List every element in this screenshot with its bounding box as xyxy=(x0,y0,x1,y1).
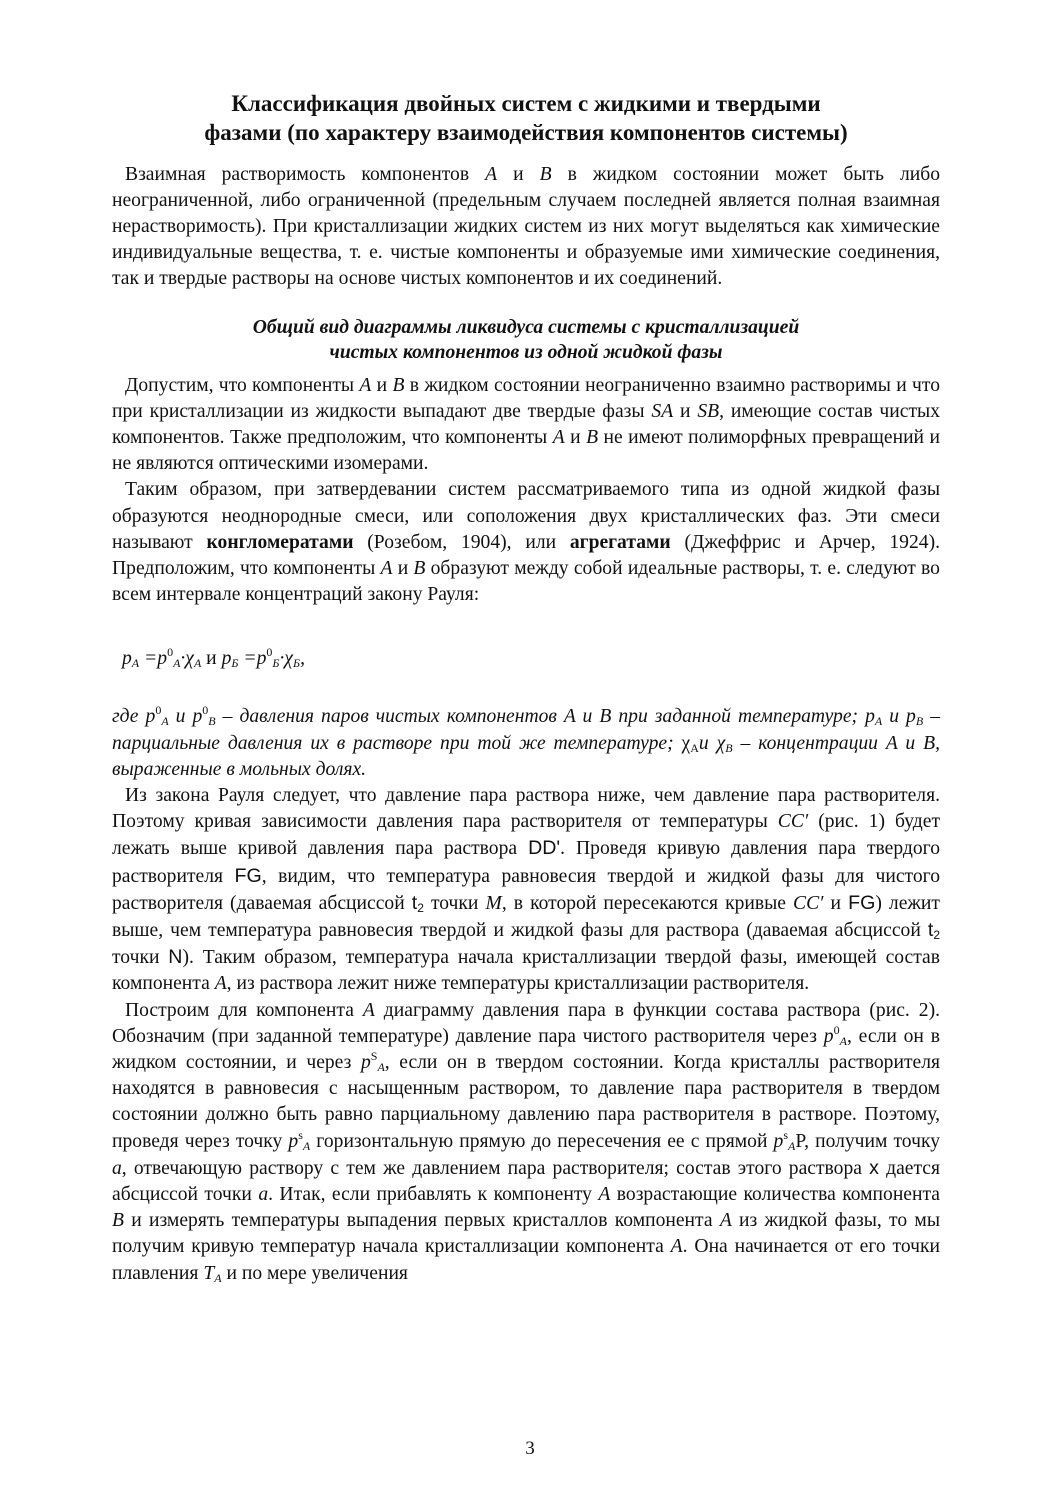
section-subtitle-line-2: чистых компонентов из одной жидкой фазы xyxy=(329,341,723,363)
page-title-line-1: Классификация двойных систем с жидкими и твердыми xyxy=(231,91,821,116)
paragraph-raoult-consequence: Из закона Рауля следует, что давление пара раствора ниже, чем давление пара растворителя. Поэтому кривая зависимости давления пара растворителя от температуры CC′ (рис. 1) будет лежать выше кривой давления пара раствора DD'. Проведя кривую давления пара твердого растворителя FG, видим, что температура равновесия твердой и жидкой фазы для чистого растворителя (даваемая абсциссой $t_2$ точки M, в которой пересекаются кривые CC′ и FG) лежит выше, чем температура равновесия твердой и жидкой фазы для раствора (даваемая абсциссой $t_2$ точки N). Таким образом, температура начала кристаллизации твердой фазы, имеющей состав компонента A, из раствора лежит ниже температуры кристаллизации растворителя. xyxy=(112,784,941,995)
paragraph-vapor-diagram: Построим для компонента A диаграмму давления пара в функции состава раствора (рис. 2). Обозначим (при заданной температуре) давление пара чистого растворителя через $p^0_A$, если он в жидком состоянии, и через $p^S_A$, если он в твердом состоянии. Когда кристаллы растворителя находятся в равновесия с насыщенным раствором, то давление пара растворителя в твердом состоянии должно быть равно парциальному давлению пара растворителя в растворе. Поэтому, проведя через точку $p^s_A$ горизонтальную прямую до пересечения ее с прямой $p^s_AP$, получим точку a, отвечающую раствору с тем же давлением пара растворителя; состав этого раствора x дается абсциссой точки a. Итак, если прибавлять к компоненту A возрастающие количества компонента B и измерять температуры выпадения первых кристаллов компонента A из жидкой фазы, то мы получим кривую температур начала кристаллизации компонента A. Она начинается от его точки плавления $T_A$ и по мере увеличения xyxy=(112,999,940,1285)
intro-paragraph: Взаимная растворимость компонентов A и B в жидком состоянии может быть либо неограниченной, либо ограниченной (предельным случаем последней является полная взаимная нерастворимость). При кристаллизации жидких систем из них могут выделяться как химические индивидуальные вещества, т. е. чистые компоненты и образуемые ими химические соединения, так и твердые растворы на основе чистых компонентов и их соединений. xyxy=(112,163,941,290)
paragraph-assumptions: Допустим, что компоненты A и B в жидком состоянии неограниченно взаимно растворимы и что при кристаллизации из жидкости выпадают две твердые фазы SA и SB, имеющие состав чистых компонентов. Также предположим, что компоненты A и B не имеют полиморфных превращений и не являются оптическими изомерами. xyxy=(112,374,940,475)
formula-note: где $p^0_A$ и $p^0_B$ – давления паров чистых компонентов A и B при заданной температуре; $p_A$ и $p_B$ – парциальные давления их в растворе при той же температуре; $\chi_Aи$ $\chi_B$ – концентрации A и B, выраженные в мольных долях. xyxy=(112,703,941,780)
raoult-formula: $p_A =p^0_A\cdot\chi_A$ и $p_Б =p^0_Б\cdot\chi_Б$, xyxy=(122,645,305,671)
page-title xyxy=(112,90,940,148)
paragraph-conglomerates: Таким образом, при затвердевании систем рассматриваемого типа из одной жидкой фазы образуются неоднородные смеси, или соположения двух кристаллических фаз. Эти смеси называют конгломератами (Розебом, 1904), или агрегатами (Джеффрис и Арчер, 1924). Предположим, что компоненты A и B образуют между собой идеальные растворы, т. е. следуют во всем интервале концентраций закону Рауля: xyxy=(112,479,940,606)
page-number: 3 xyxy=(525,1438,535,1459)
section-subtitle xyxy=(112,315,940,365)
page-title-line-2: фазами (по характеру взаимодействия компонентов системы) xyxy=(204,119,848,145)
section-subtitle-line-1: Общий вид диаграммы ликвидуса системы с кристаллизацией xyxy=(252,316,800,338)
document-page xyxy=(112,90,940,1287)
